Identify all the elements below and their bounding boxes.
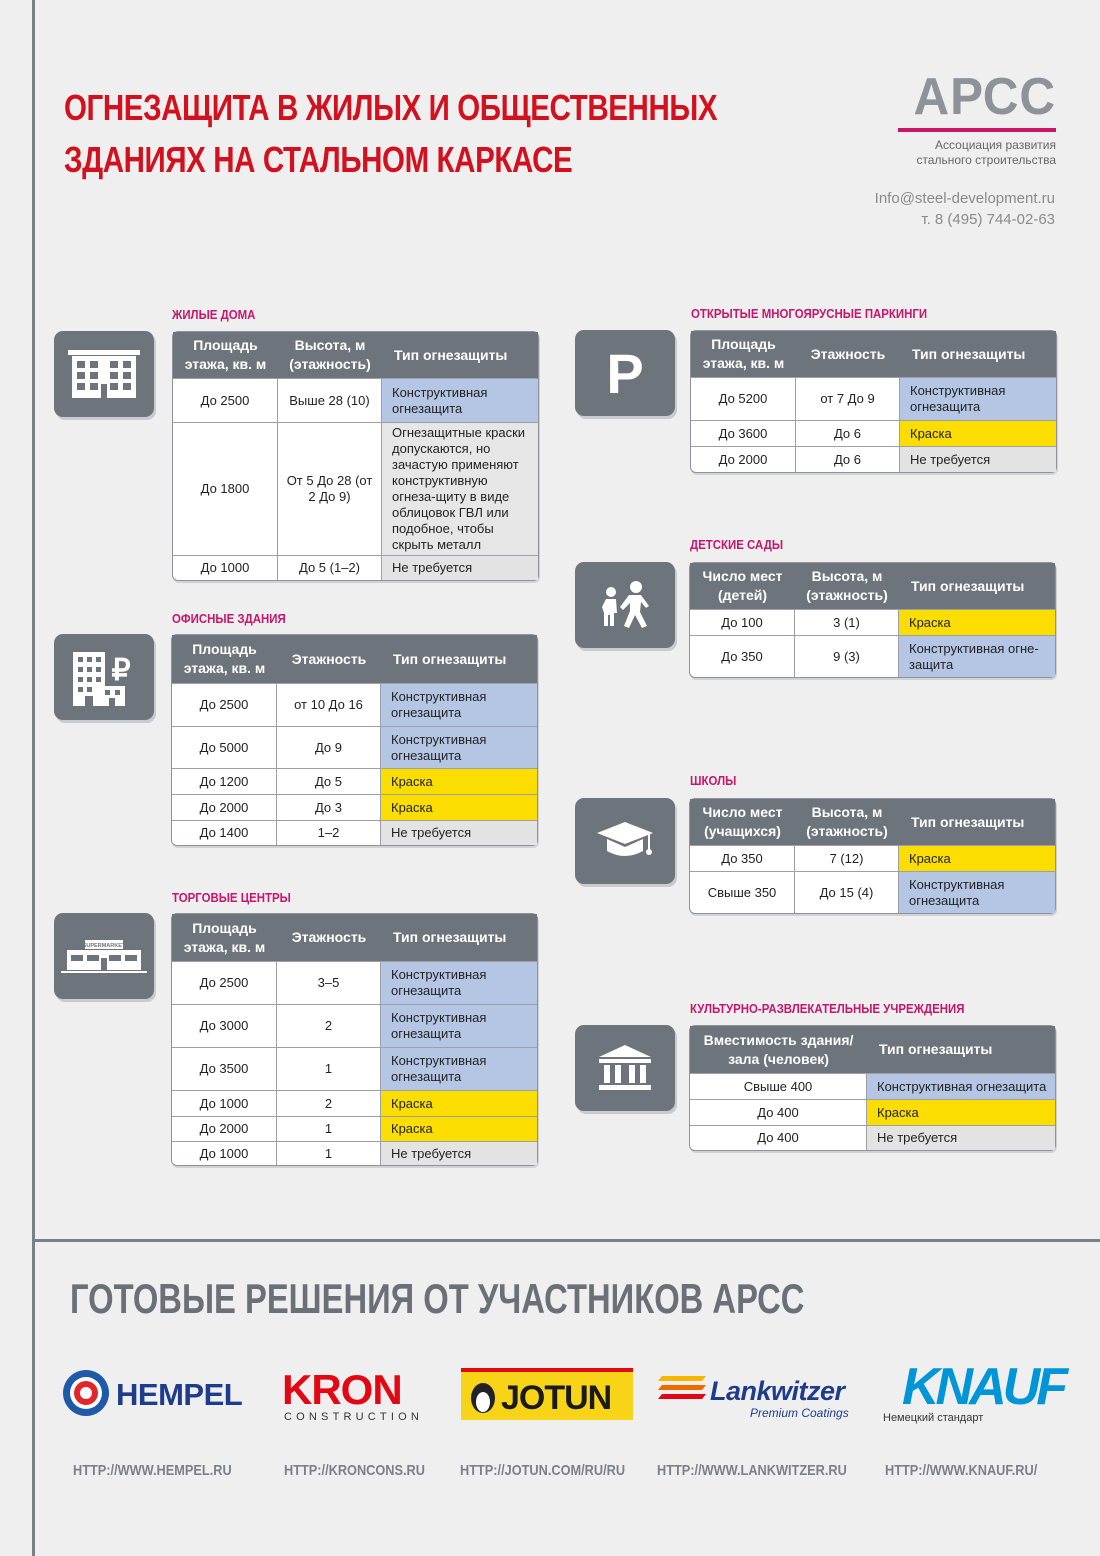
cell-area: До 1400 (172, 820, 277, 845)
cell-area: До 1000 (172, 1141, 277, 1165)
knauf-name: KNAUF (902, 1358, 1064, 1416)
cell-area: До 3500 (172, 1047, 277, 1090)
cell-area: До 3000 (172, 1004, 277, 1047)
graduation-cap-icon (575, 798, 675, 884)
cell-floors: от 10 До 16 (277, 683, 381, 726)
table-row (173, 378, 538, 422)
cell-floors: 3–5 (277, 961, 381, 1004)
cell-places: До 350 (690, 845, 795, 871)
cell-type: Краска (381, 1090, 537, 1116)
th-type: Тип огнезащиты (381, 914, 537, 961)
table-row (690, 609, 1055, 635)
table-row (172, 820, 537, 845)
cell-area: До 2500 (172, 961, 277, 1004)
th-places: Число мест (детей) (690, 563, 795, 609)
cell-floors: До 9 (277, 726, 381, 768)
cell-type: Конструктивная огне-защита (899, 635, 1055, 677)
cell-floors: от 7 До 9 (796, 377, 900, 420)
section-label-school: ШКОЛЫ (690, 773, 737, 788)
supermarket-icon (54, 913, 154, 999)
table-row (172, 961, 537, 1004)
cell-floors: До 5 (277, 768, 381, 794)
table-row (691, 377, 1056, 420)
th-floors: Этажность (277, 635, 381, 683)
section-label-residential: ЖИЛЫЕ ДОМА (172, 307, 256, 322)
cell-area: До 5000 (172, 726, 277, 768)
logo-mark: АРСС (913, 68, 1056, 126)
table-row (690, 845, 1055, 871)
parking-letter: P (606, 342, 644, 405)
cell-type: Краска (381, 794, 537, 820)
cell-type: Не требуется (867, 1125, 1055, 1150)
th-floors: Этажность (277, 914, 381, 961)
kron-name: KRON (282, 1366, 402, 1413)
cell-height: Выше 28 (10) (278, 378, 382, 422)
cell-area: До 2500 (173, 378, 278, 422)
kron-sub: CONSTRUCTION (284, 1411, 424, 1423)
cell-capacity: Свыше 400 (690, 1073, 867, 1099)
table-row (172, 726, 537, 768)
table-row (172, 683, 537, 726)
cell-places: До 100 (690, 609, 795, 635)
jotun-logo[interactable] (461, 1368, 633, 1420)
table-row (690, 635, 1055, 677)
table-row (173, 422, 538, 555)
hempel-url[interactable]: HTTP://WWW.HEMPEL.RU (73, 1462, 232, 1479)
cell-type: Конструктивная огнезащита (381, 726, 537, 768)
section-label-culture: КУЛЬТУРНО-РАЗВЛЕКАТЕЛЬНЫЕ УЧРЕЖДЕНИЯ (690, 1001, 965, 1016)
table-row (172, 1141, 537, 1165)
cell-area: До 1800 (173, 422, 278, 555)
cell-floors: 1 (277, 1141, 381, 1165)
jotun-url[interactable]: HTTP://JOTUN.COM/RU/RU (460, 1462, 626, 1479)
section-label-office: ОФИСНЫЕ ЗДАНИЯ (172, 611, 286, 626)
th-type: Тип огнезащиты (382, 332, 538, 378)
cell-floors: 1 (277, 1047, 381, 1090)
cell-type: Огнезащитные краски допускаются, но зачастую применяют конструктивную огнеза-щиту в виде облицовок ГВЛ или подобное, чтобы скрыть металл (382, 422, 538, 555)
table-culture (689, 1025, 1056, 1151)
residential-building-icon (54, 331, 154, 417)
knauf-url[interactable]: HTTP://WWW.KNAUF.RU/ (885, 1462, 1038, 1479)
table-residential (172, 331, 539, 581)
logo-subtitle-2: стального строительства (916, 153, 1056, 167)
cell-type: Краска (899, 609, 1055, 635)
cell-type: Краска (381, 1116, 537, 1141)
th-capacity: Вместимость здания/ зала (человек) (690, 1026, 867, 1073)
cell-area: До 1000 (173, 555, 278, 580)
cell-type: Конструктивная огнезащита (381, 961, 537, 1004)
th-area: Площадь этажа, кв. м (691, 331, 796, 377)
table-row (173, 555, 538, 580)
hempel-logo[interactable] (62, 1368, 262, 1424)
table-row (690, 871, 1055, 913)
th-floors: Этажность (796, 331, 900, 377)
table-row (691, 420, 1056, 446)
lankwitzer-url[interactable]: HTTP://WWW.LANKWITZER.RU (657, 1462, 847, 1479)
kron-logo[interactable] (282, 1366, 442, 1426)
table-row (690, 1073, 1055, 1099)
cell-type: Краска (900, 420, 1056, 446)
cell-height: 3 (1) (795, 609, 899, 635)
arss-logo (896, 70, 1056, 168)
table-row (172, 768, 537, 794)
cell-area: До 2500 (172, 683, 277, 726)
cell-area: До 2000 (172, 1116, 277, 1141)
svg-text:₽: ₽ (111, 654, 131, 687)
cell-area: До 1000 (172, 1090, 277, 1116)
th-area: Площадь этажа, кв. м (172, 914, 277, 961)
hempel-name: HEMPEL (116, 1377, 243, 1412)
table-row (690, 1099, 1055, 1125)
cell-capacity: До 400 (690, 1125, 867, 1150)
cell-type: Конструктивная огнезащита (899, 871, 1055, 913)
left-rule (32, 0, 35, 1556)
children-icon (575, 562, 675, 648)
cell-type: Краска (899, 845, 1055, 871)
cell-type: Конструктивная огнезащита (381, 1004, 537, 1047)
cell-type: Не требуется (382, 555, 538, 580)
knauf-logo[interactable] (880, 1342, 1064, 1426)
table-parking (690, 330, 1057, 473)
cell-height: 7 (12) (795, 845, 899, 871)
th-type: Тип огнезащиты (900, 331, 1056, 377)
cell-floors: До 6 (796, 420, 900, 446)
th-type: Тип огнезащиты (381, 635, 537, 683)
kron-url[interactable]: HTTP://KRONCONS.RU (284, 1462, 425, 1479)
supermarket-text: SUPERMARKET (82, 943, 126, 949)
table-row (690, 1125, 1055, 1150)
title-line-2: ЗДАНИЯХ НА СТАЛЬНОМ КАРКАСЕ (64, 139, 573, 180)
cell-type: Краска (381, 768, 537, 794)
cell-type: Конструктивная огнезащита (867, 1073, 1055, 1099)
th-area: Площадь этажа, кв. м (173, 332, 278, 378)
page-title (64, 82, 717, 186)
title-line-1: ОГНЕЗАЩИТА В ЖИЛЫХ И ОБЩЕСТВЕННЫХ (64, 87, 718, 128)
table-school (689, 798, 1056, 914)
lankwitzer-name: Lankwitzer (710, 1376, 845, 1406)
museum-columns-icon (575, 1025, 675, 1111)
th-height: Высота, м (этажность) (795, 563, 899, 609)
bottom-rule (32, 1239, 1100, 1242)
logo-subtitle-1: Ассоциация развития (935, 138, 1056, 152)
contact-phone: т. 8 (495) 744-02-63 (921, 211, 1055, 228)
cell-type: Конструктивная огнезащита (900, 377, 1056, 420)
parking-icon (575, 330, 675, 416)
table-row (691, 446, 1056, 472)
table-kindergarten (689, 562, 1056, 678)
cell-type: Не требуется (381, 1141, 537, 1165)
logo-bar (898, 128, 1056, 132)
th-height: Высота, м (этажность) (795, 799, 899, 845)
cell-floors: 2 (277, 1090, 381, 1116)
table-row (172, 1116, 537, 1141)
cell-floors: До 3 (277, 794, 381, 820)
cell-area: До 2000 (691, 446, 796, 472)
table-office (171, 634, 538, 846)
cell-places: До 350 (690, 635, 795, 677)
cell-type: Конструктивная огнезащита (381, 683, 537, 726)
cell-height: До 5 (1–2) (278, 555, 382, 580)
office-building-ruble-icon (54, 634, 154, 720)
cell-area: До 3600 (691, 420, 796, 446)
cell-area: До 1200 (172, 768, 277, 794)
table-trade (171, 913, 538, 1166)
cell-area: До 5200 (691, 377, 796, 420)
cell-type: Конструктивная огнезащита (382, 378, 538, 422)
cell-floors: 1–2 (277, 820, 381, 845)
cell-area: До 2000 (172, 794, 277, 820)
contact-email[interactable]: Info@steel-development.ru (874, 190, 1055, 207)
cell-floors: 1 (277, 1116, 381, 1141)
knauf-sub: Немецкий стандарт (883, 1412, 984, 1424)
cell-floors: 2 (277, 1004, 381, 1047)
table-row (172, 1047, 537, 1090)
table-row (172, 1004, 537, 1047)
cell-height: До 15 (4) (795, 871, 899, 913)
cell-height: 9 (3) (795, 635, 899, 677)
cell-type: Конструктивная огнезащита (381, 1047, 537, 1090)
cell-capacity: До 400 (690, 1099, 867, 1125)
table-row (172, 1090, 537, 1116)
th-height: Высота, м (этажность) (278, 332, 382, 378)
th-type: Тип огнезащиты (899, 799, 1055, 845)
cell-type: Не требуется (900, 446, 1056, 472)
contacts (875, 188, 1055, 230)
th-area: Площадь этажа, кв. м (172, 635, 277, 683)
cell-places: Свыше 350 (690, 871, 795, 913)
lankwitzer-sub: Premium Coatings (750, 1406, 849, 1420)
cell-type: Не требуется (381, 820, 537, 845)
section-label-trade: ТОРГОВЫЕ ЦЕНТРЫ (172, 890, 291, 905)
cell-type: Краска (867, 1099, 1055, 1125)
lankwitzer-logo[interactable] (658, 1370, 868, 1424)
section-label-parking: ОТКРЫТЫЕ МНОГОЯРУСНЫЕ ПАРКИНГИ (691, 306, 928, 321)
th-type: Тип огнезащиты (899, 563, 1055, 609)
cell-floors: До 6 (796, 446, 900, 472)
partners-heading: ГОТОВЫЕ РЕШЕНИЯ ОТ УЧАСТНИКОВ АРСС (70, 1275, 805, 1322)
table-row (172, 794, 537, 820)
section-label-kindergarten: ДЕТСКИЕ САДЫ (690, 537, 784, 552)
cell-height: От 5 До 28 (от 2 До 9) (278, 422, 382, 555)
th-places: Число мест (учащихся) (690, 799, 795, 845)
jotun-name: JOTUN (501, 1379, 612, 1417)
th-type: Тип огнезащиты (867, 1026, 1055, 1073)
